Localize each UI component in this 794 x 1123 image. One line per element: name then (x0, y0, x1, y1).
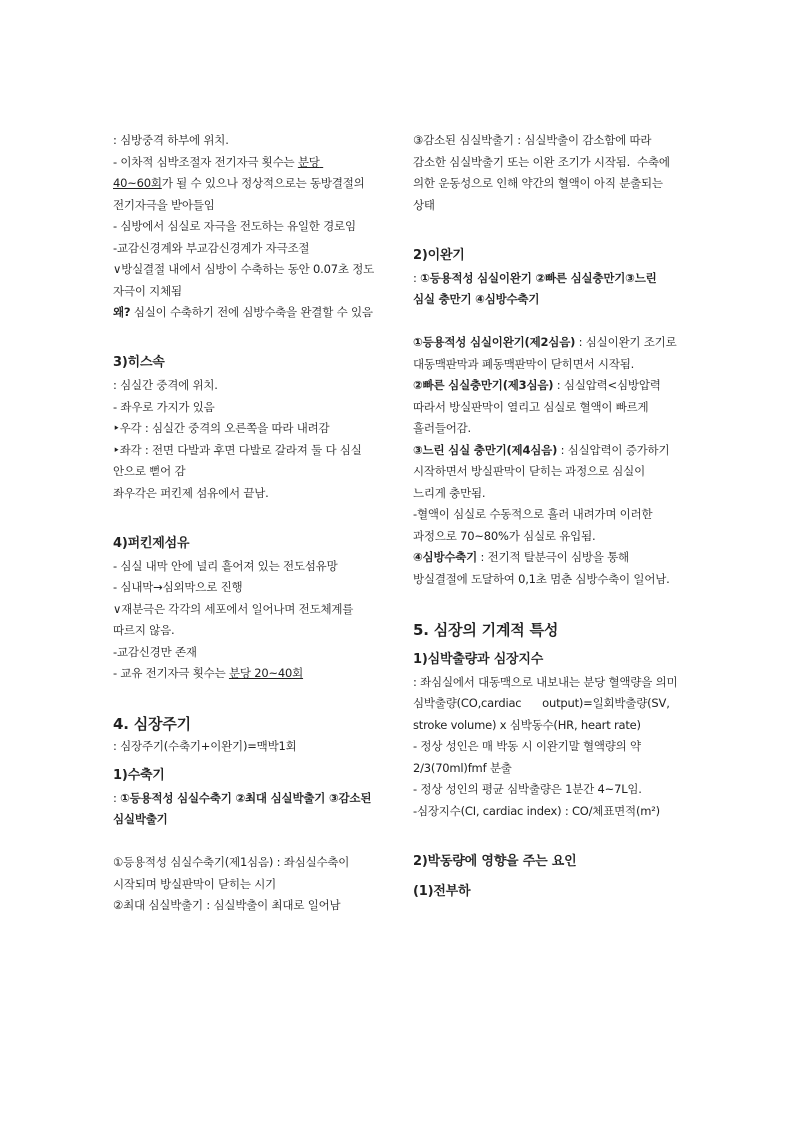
text-line (113, 152, 381, 217)
text-line: 좌우각은 퍼킨제 섬유에서 끝남. (113, 485, 269, 500)
text-span: : 심실압력<심방압력 따라서 방실판막이 열리고 심실로 혈액이 빠르게 흘러들어감. (413, 378, 665, 435)
section-heading: 2)박동량에 영향을 주는 요인 (413, 853, 577, 869)
text-line: ②최대 심실박출기 : 심실박출이 최대로 일어남 (113, 898, 341, 912)
section-heading: 2)이완기 (413, 247, 465, 263)
text-line: - 정상 성인의 평균 심박출량은 1분간 4~7L임. (413, 782, 642, 796)
text-line: : 심방중격 하부에 위치. (113, 133, 229, 147)
text-line: - 심내막→심외막으로 진행 (113, 580, 243, 594)
left-column (113, 130, 381, 917)
text-line: ①등용적성 심실수축기(제1심음) : 좌심실수축이 시작되며 방실판막이 닫히는 시기 (113, 855, 353, 891)
text-line: : 심장주기(수축기+이완기)=맥박1회 (113, 739, 297, 753)
text-line: ‣좌각 : 전면 다발과 후면 다발로 갈라져 둘 다 심실 안으로 뻗어 감 (113, 442, 366, 478)
text-span: - 이차적 심박조절자 전기자극 횟수는 (113, 154, 298, 169)
text-span: : 심실이완기 조기로 대동맥판막과 폐동맥판막이 닫히면서 시작됨. (413, 335, 680, 371)
text-line (413, 547, 681, 590)
section-heading: 1)수축기 (113, 767, 165, 783)
text-line: -교감신경계와 부교감신경계가 자극조절 (113, 240, 310, 255)
bold-text: 왜? (113, 305, 131, 319)
text-line: ③감소된 심실박출기 : 심실박출이 감소함에 따라 감소한 심실박출기 또는 이완 조기가 시작됨. 수축에 의한 운동성으로 인해 약간의 혈액이 아직 분출되는 상태 (413, 133, 674, 212)
bold-text: ①등용적성 심실이완기 ②빠른 심실충만기③느린 심실 충만기 ④심방수축기 (413, 270, 661, 306)
text-span: - 교유 전기자극 횟수는 (113, 666, 229, 680)
bold-text: ③느린 심실 충만기(제4심음) (413, 442, 558, 457)
section-heading: 3)히스속 (113, 355, 165, 370)
text-line (113, 302, 381, 324)
text-line (413, 332, 681, 375)
text-line: ‣우각 : 심실간 중격의 오른쪽을 따라 내려감 (113, 421, 330, 435)
text-span: : (413, 270, 421, 285)
bold-text: ②빠른 심실충만기(제3심음) (413, 378, 554, 392)
chapter-heading: 4. 심장주기 (113, 715, 191, 733)
text-line: -교감신경만 존재 (113, 644, 197, 659)
bold-text: ①등용적성 심실수축기 ②최대 심실박출기 ③감소된 심실박출기 (113, 790, 376, 826)
text-line: - 정상 성인은 매 박동 시 이완기말 혈액량의 약 2/3(70ml)fmf 분출 (413, 739, 645, 775)
bold-text: ④심방수축기 (413, 550, 478, 564)
right-column (413, 130, 681, 904)
bold-text: ①등용적성 심실이완기(제2심음) (413, 335, 576, 349)
section-heading: 4)퍼킨제섬유 (113, 535, 190, 551)
text-line: - 좌우로 가지가 있음 (113, 399, 215, 414)
text-span: : 전기적 탈분극이 심방을 통해 방실결절에 도달하여 0,1초 멈춘 심방수축이 일어남. (413, 550, 670, 586)
text-line: 심박출량(CO,cardiac output)=일회박출량(SV, stroke volume) x 심박동수(HR, heart rate) (413, 696, 674, 732)
text-line: -혈액이 심실로 수동적으로 흘러 내려가며 이러한 과정으로 70~80%가 심실로 유입됨. (413, 507, 656, 543)
text-line: : 좌심실에서 대동맥으로 내보내는 분당 혈액량을 의미 (413, 674, 678, 689)
text-span: 가 될 수 있으나 정상적으로는 동방결절의 전기자극을 받아들임 (113, 176, 369, 212)
section-heading: 1)심박출량과 심장지수 (413, 651, 544, 667)
subsection-heading: (1)전부하 (413, 883, 471, 899)
text-span: : 심실압력이 증가하기 시작하면서 방실판막이 닫히는 과정으로 심실이 느리게 충만됨. (413, 442, 673, 500)
text-line (413, 268, 681, 311)
text-line: - 심방에서 심실로 자극을 전도하는 유일한 경로임 (113, 219, 356, 233)
text-line (413, 375, 681, 440)
text-span: : (113, 790, 121, 805)
text-line (113, 788, 381, 831)
text-line (413, 440, 681, 505)
text-line (113, 663, 381, 685)
text-line: ∨방실결절 내에서 심방이 수축하는 동안 0.07초 정도 자극이 지체됨 (113, 262, 378, 298)
text-line: ∨재분극은 각각의 세포에서 일어나며 전도체계를 따르지 않음. (113, 601, 357, 637)
text-line: - 심실 내막 안에 널리 흩어져 있는 전도섬유망 (113, 558, 338, 573)
chapter-heading: 5. 심장의 기계적 특성 (413, 620, 559, 639)
text-line: : 심실간 중격에 위치. (113, 378, 218, 392)
text-span: 심실이 수축하기 전에 심방수축을 완결할 수 있음 (130, 305, 373, 319)
underlined-text: 분당 20~40회 (228, 666, 304, 680)
text-line: -심장지수(CI, cardiac index) : CO/체표면적(m²) (413, 803, 660, 818)
underlined-text: 분당 40~60회 (113, 154, 324, 190)
